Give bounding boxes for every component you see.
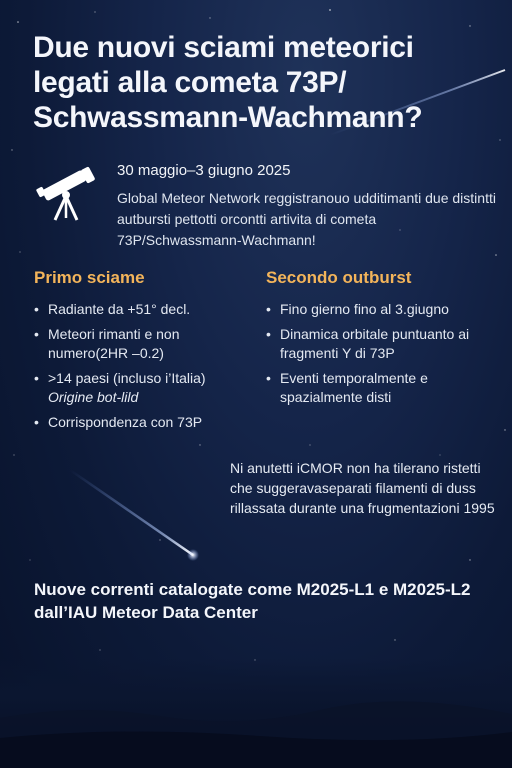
second-outburst-heading: Secondo outburst xyxy=(266,268,412,287)
list-item: • Radiante da +51° decl. xyxy=(34,300,254,319)
hills-silhouette xyxy=(0,678,512,768)
list-item: • >14 paesi (incluso i’Italia) Origine bot-lild xyxy=(34,369,254,407)
first-shower-heading: Primo sciame xyxy=(34,268,145,287)
telescope-icon xyxy=(36,162,98,224)
list-item: • Meteori rimanti e non numero(2HR –0.2) xyxy=(34,325,254,363)
cmor-note: Ni anutetti iCMOR non ha tilerano ristetti che suggeravaseparati filamenti di duss rillassata durante una frugmentazioni 1995 xyxy=(230,460,495,516)
page-title: Due nuovi sciami meteorici legati alla cometa 73P/ Schwassmann-Wachmann? xyxy=(33,31,423,134)
first-shower-list xyxy=(34,300,254,438)
event-date: 30 maggio–3 giugno 2025 xyxy=(117,162,291,179)
list-item: • Fino gierno fino al 3.giugno xyxy=(266,300,496,319)
second-outburst-list xyxy=(266,300,496,413)
list-item: • Corrispondenza con 73P xyxy=(34,413,254,432)
footer-text: Nuove correnti catalogate come M2025-L1 e M2025-L2 dall’IAU Meteor Data Center xyxy=(34,580,471,622)
origin-note: Origine bot-lild xyxy=(48,389,139,405)
intro-text: Global Meteor Network reggistranouo udditimanti due distintti autbursti pettotti orcontti artivita di cometa 73P/Schwassmann-Wachmann! xyxy=(117,190,496,248)
list-item: • Dinamica orbitale puntuanto ai fragmenti Y di 73P xyxy=(266,325,496,363)
list-item: • Eventi temporalmente e spazialmente disti xyxy=(266,369,496,407)
